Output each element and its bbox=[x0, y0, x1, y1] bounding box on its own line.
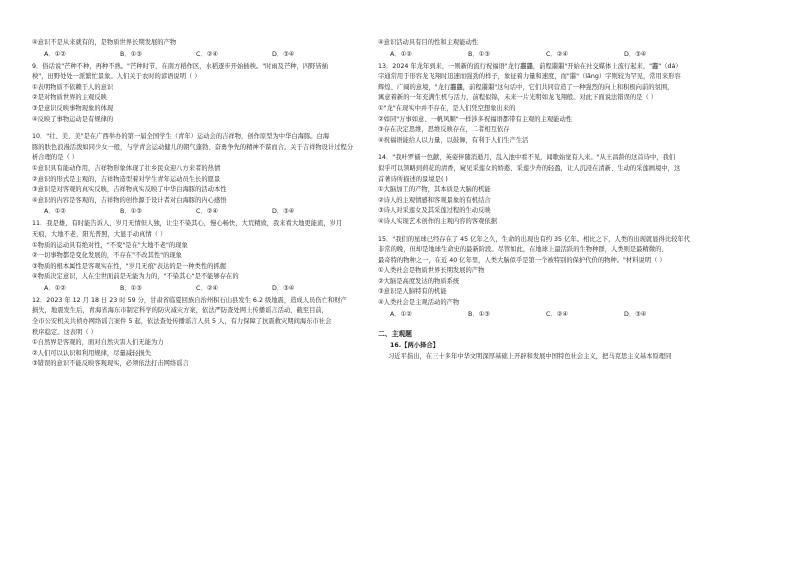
option-a[interactable]: A．①② bbox=[390, 50, 412, 58]
option-a[interactable]: A．①② bbox=[390, 310, 412, 318]
question-10 bbox=[32, 132, 382, 217]
question-stem: 无痕，大地不老，阳光普照，大显手动真情（ ） bbox=[32, 230, 167, 238]
statement-item: ③诗人对采莲女及其采莲过程的生动反映 bbox=[378, 207, 491, 215]
question-stem: 似乎可以领略到荷花的清香，窥见采莲女的娇憨、采莲少舟的轻盈，让人沉浸在清新、生动的采莲画境中，这 bbox=[378, 164, 681, 172]
answer-options bbox=[378, 309, 730, 320]
question-stem: 9．俗话说"芒种不种，再种不熟。"芒种时节，在南方稻作区，水稻逐步开始插秧。"时雨及芒种，四野皆插 bbox=[32, 62, 329, 70]
question-stem: 寓意着新的一年充满生机与活力，前程似锦，未来一片光明如龙飞翔般。对此下面说法错误的是（ ） bbox=[378, 94, 658, 102]
question-14 bbox=[378, 153, 730, 227]
question-stem: 损失，地震发生后，青海省海东市制定科学的防灾减灾方案，依法严防查处网上传播谣言活动，截至目前， bbox=[32, 307, 328, 315]
statement-item: ④意识的内容是客观的，吉祥物的创作源于设计者对白海豚的内心感悟 bbox=[32, 196, 227, 204]
option-c[interactable]: C．②④ bbox=[546, 310, 568, 318]
statement-item: ③存在决定思维，思维反映存在，二者相互依存 bbox=[378, 126, 510, 134]
question-stem: 14．"我叶罗襦一色献，英姿伴随消逝月，乱入池中看不见，闻歌始觉有人来。"从王昌龄的这首诗中，我们 bbox=[378, 154, 676, 162]
statement-item: ②人们可以认识和利用规律，尽量减轻损失 bbox=[32, 349, 151, 357]
option-item: ④意识不是从来就有的，是物质世界长期发展的产物 bbox=[32, 39, 177, 46]
option-b[interactable]: B．①③ bbox=[468, 50, 490, 58]
option-d[interactable]: D．③④ bbox=[272, 208, 295, 216]
answer-options bbox=[32, 206, 382, 217]
question-11 bbox=[32, 219, 382, 294]
option-b[interactable]: B．①③ bbox=[468, 310, 490, 318]
statement-item: ①自然界是客观的，面对自然灾害人们无能为力 bbox=[32, 339, 164, 347]
statement-item: ①物质的运动具有绝对性，"不变"是在"大地不老"的现象 bbox=[32, 241, 188, 249]
question-16-text: 习近平指出，在三十多年中华文明深厚基础上开辟和发展中国特色社会主义，把马克思主义基本原理同 bbox=[388, 352, 672, 360]
statement-item: ④物质决定意识，人在尘世面前是无能为力的，"不染其心"是不能够存在的 bbox=[32, 273, 239, 281]
question-16-label: 16.【两小择合】 bbox=[390, 341, 439, 349]
statement-item: ④人类社会是主观活动的产物 bbox=[378, 299, 460, 307]
option-a[interactable]: A．①② bbox=[44, 208, 66, 216]
statement-item: ②一切事物都是变化发展的，不存在"不改其性"的现象 bbox=[32, 252, 182, 260]
question-stem: 辉煌、广阔的意境，"龙行龘龘，前程朤朤"这句话中，它们共同营造了一种强烈的向上和积极向前的氛围， bbox=[378, 83, 674, 91]
statement-item: ④诗人实现艺术创作的主观内容的客观依据 bbox=[378, 217, 497, 225]
option-c[interactable]: C．②④ bbox=[546, 50, 568, 58]
option-c[interactable]: C．②④ bbox=[196, 208, 218, 216]
left-column bbox=[32, 38, 382, 370]
statement-item: ①"龙"在现实中并不存在，是人们凭空想象出来的 bbox=[378, 104, 516, 112]
option-a[interactable]: A．①② bbox=[44, 284, 66, 292]
statement-item: ②是对物质世界的主观反映 bbox=[32, 94, 107, 102]
option-a[interactable]: A．①② bbox=[44, 50, 66, 58]
statement-item: ④反映了事物运动是有规律的 bbox=[32, 115, 114, 123]
question-stem: 秧"，田野处处一派繁忙景象。人们关于农时的谚语说明（ ） bbox=[32, 73, 201, 81]
statement-item: ③是意识反映事物现象的体现 bbox=[32, 104, 114, 112]
question-stem: 12．2023 年 12 月 18 日 23 时 59 分，甘肃省临夏回族自治州积石山县发生 6.2 级地震，造成人员伤亡和财产 bbox=[32, 296, 347, 304]
question-stem: 13．2024 年龙年到来，一则新的流行祝福语"龙行龘龘，前程朤朤"开始在社交媒体上流行起来，"龘"（dá） bbox=[378, 62, 682, 70]
section-title: 二、主观题 bbox=[378, 329, 412, 338]
statement-item: ①人类社会是物质世界长期发展的产物 bbox=[378, 267, 485, 275]
statement-item: ②诗人的主观情感和客观景象的有机结合 bbox=[378, 196, 491, 204]
question-15 bbox=[378, 235, 730, 320]
option-b[interactable]: B．①③ bbox=[120, 284, 142, 292]
question-stem: 豚的肤色浪漫活泼如同少女一般，与学青会运动健儿的朝气蓬勃、奋勇争先的精神不谋而合。关于吉祥物设计过程分 bbox=[32, 143, 354, 151]
question-stem: 字通常用于形容龙飞翔时迅速而强劲的样子，象征着力量和速度，而"朤"（lǎng）字则较为罕见，常用来形容 bbox=[378, 73, 681, 81]
question-stem: 首著诗所描述的景境是( ) bbox=[378, 175, 448, 183]
option-b[interactable]: B．①③ bbox=[120, 208, 142, 216]
statement-item: ③意识是对客观的真实反映，吉祥物真实反映了中华白海豚的活动本性 bbox=[32, 186, 227, 194]
answer-options bbox=[32, 283, 382, 294]
statement-item: ③错误的意识不能反映客观现实，必须依法打击网络谣言 bbox=[32, 360, 189, 368]
question-stem: 15．"我们的星球已经存在了 45 亿年之久，生命的出现也有约 35 亿年。相比之下，人类的出现就显得比较年代 bbox=[378, 235, 691, 243]
question-12 bbox=[32, 296, 382, 370]
statement-item: ①大脑加工的产物，其本质是大脑的机能 bbox=[378, 186, 491, 194]
option-d[interactable]: D．③④ bbox=[624, 310, 647, 318]
question-stem: 秩序稳定。这表明（ ） bbox=[32, 328, 97, 336]
option-d[interactable]: D．③④ bbox=[272, 50, 295, 58]
statement-item: ④祝福语能给人以力量，以鼓舞，有利于人们生产生活 bbox=[378, 136, 529, 144]
statement-item: ②大脑是高度发达的物质系统 bbox=[378, 277, 460, 285]
question-stem: 析合理的是（ ） bbox=[32, 154, 79, 162]
statement-item: ①意识具有能动作用，吉祥物形象体现了壮乡民众迎八方来者的热情 bbox=[32, 164, 221, 172]
statement-item: ②如同"万事如意、一帆风顺"一样涉多祝福语都带有主观的主观能动性 bbox=[378, 115, 573, 123]
question-stem: 11．我是雄，有时能告诉人，岁月无情但人独，让尘不染其心，慢心畅快，大荒精致，我来看大地更能流，岁月 bbox=[32, 220, 343, 228]
option-d[interactable]: D．③④ bbox=[624, 50, 647, 58]
option-c[interactable]: C．②④ bbox=[196, 50, 218, 58]
answer-options bbox=[378, 49, 730, 60]
question-stem: 非常的晚，但却是地球生命史的最新阶段。尽管如此，在地球上最活跃的生物种群，人类则是最精微的、 bbox=[378, 246, 668, 254]
question-stem: 最奇特的物种之一，在近 40 亿年里，人类大脑似乎是第一个被特别的保护代价的物种。"材料说明（ ） bbox=[378, 256, 666, 264]
question-9 bbox=[32, 62, 382, 126]
question-stem: 全市公安机关共侦办网络谣言案件 5 起，依法查处传播谣言人员 5 人，有力保障了抗震救灾期间海东市社会 bbox=[32, 318, 332, 326]
option-item: ④意识活动具有目的性和主观能动性 bbox=[378, 39, 479, 46]
answer-options bbox=[32, 49, 382, 60]
statement-item: ③意识是人脑特有的机能 bbox=[378, 288, 447, 296]
right-column bbox=[378, 38, 730, 362]
option-d[interactable]: D．③④ bbox=[272, 284, 295, 292]
question-13 bbox=[378, 62, 730, 147]
statement-item: ③物质的根本属性是客观实在性，"岁月无痕"表达的是一种类性的抓握 bbox=[32, 262, 227, 270]
statement-item: ①表明物质不依赖于人的意识 bbox=[32, 83, 114, 91]
statement-item: ②意识的形式是主观的，吉祥物造型着对学生青年运动员生长的愿景 bbox=[32, 175, 221, 183]
option-c[interactable]: C．②④ bbox=[196, 284, 218, 292]
option-b[interactable]: B．①③ bbox=[120, 50, 142, 58]
question-stem: 10．"壮、美、美"是在广西举办的第一届全国学生（青年）运动会的吉祥物，创作原型为中华白海豚。白海 bbox=[32, 133, 330, 141]
